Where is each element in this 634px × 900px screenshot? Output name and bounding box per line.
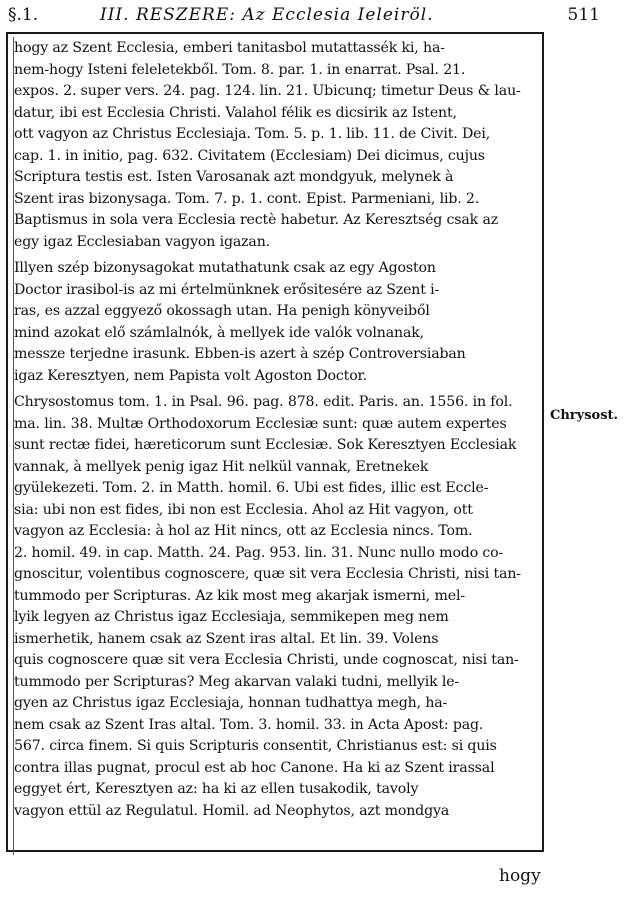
text-line: ismerhetik, hanem csak az Szent iras altal. Et lin. 39. Volens — [14, 630, 439, 647]
running-title: III. RESZERE: Az Ecclesia Ieleiröl. — [100, 5, 434, 25]
text-line: vannak, à mellyek penig igaz Hit nelkül vannak, Eretnekek — [14, 458, 429, 475]
text-line: gnoscitur, volentibus cognoscere, quæ sit vera Ecclesia Christi, nisi tan- — [14, 566, 521, 582]
text-line: Doctor irasibol-is az mi értelmünknek erősitesére az Szent i- — [14, 281, 440, 298]
text-line: nem csak az Szent Iras altal. Tom. 3. homil. 33. in Acta Apost: pag. — [14, 716, 484, 733]
text-line: Baptismus in sola vera Ecclesia rectè habetur. Az Keresztség csak az — [14, 212, 499, 228]
paragraph — [14, 258, 540, 387]
text-line: datur, ibi est Ecclesia Christi. Valahol félik es dicsirik az Istent, — [14, 104, 457, 121]
text-line: hogy az Szent Ecclesia, emberi tanitasbol mutattassék ki, ha- — [14, 40, 445, 56]
text-line: quis cognoscere quæ sit vera Ecclesia Christi, unde cognoscat, nisi tan- — [14, 652, 519, 668]
section-mark: §.1. — [8, 5, 39, 25]
text-line: vagyon az Ecclesia: à hol az Hit nincs, ott az Ecclesia nincs. Tom. — [14, 523, 473, 539]
text-line: vagyon ettül az Regulatul. Homil. ad Neophytos, azt mondgya — [14, 802, 450, 819]
text-line: ott vagyon az Christus Ecclesiaja. Tom. 5. p. 1. lib. 11. de Civit. Dei, — [14, 126, 491, 142]
catchword: hogy — [499, 866, 541, 886]
text-line: mind azokat elő számlalnók, à mellyek ide valók volnanak, — [14, 324, 424, 341]
text-line: 2. homil. 49. in cap. Matth. 24. Pag. 953. lin. 31. Nunc nullo modo co- — [14, 544, 504, 561]
running-header — [8, 2, 608, 28]
text-line: sunt rectæ fidei, hæreticorum sunt Ecclesiæ. Sok Keresztyen Ecclesiak — [14, 437, 517, 453]
page-number: 511 — [567, 5, 600, 25]
text-line: cap. 1. in initio, pag. 632. Civitatem (Ecclesiam) Dei dicimus, cujus — [14, 147, 485, 164]
text-line: Chrysostomus tom. 1. in Psal. 96. pag. 878. edit. Paris. an. 1556. in fol. — [14, 394, 513, 410]
text-line: nem-hogy Isteni feleletekből. Tom. 8. par. 1. in enarrat. Psal. 21. — [14, 61, 466, 78]
text-line: 567. circa finem. Si quis Scripturis consentit, Christianus est: si quis — [14, 738, 497, 754]
text-line: ma. lin. 38. Multæ Orthodoxorum Ecclesiæ sunt: quæ autem expertes — [14, 415, 507, 432]
text-line: expos. 2. super vers. 24. pag. 124. lin. 21. Ubicunq; timetur Deus & lau- — [14, 83, 521, 99]
text-line: eggyet ért, Keresztyen az: ha ki az ellen tusakodik, tavoly — [14, 781, 419, 797]
text-line: sia: ubi non est fides, ibi non est Ecclesia. Ahol az Hit vagyon, ott — [14, 501, 473, 518]
text-line: Illyen szép bizonysagokat mutathatunk csak az egy Agoston — [14, 260, 436, 276]
text-line: gyen az Christus igaz Ecclesiaja, honnan tudhattya megh, ha- — [14, 695, 448, 711]
text-line: ras, es azzal eggyező okossagh utan. Ha penigh könyveiből — [14, 303, 430, 319]
text-line: tummodo per Scripturas? Meg akarvan valaki tudni, mellyik le- — [14, 673, 460, 690]
text-line: Scriptura testis est. Isten Varosanak azt mondgyuk, melynek à — [14, 169, 454, 185]
text-line: Szent iras bizonysaga. Tom. 7. p. 1. cont. Epist. Parmeniani, lib. 2. — [14, 190, 480, 207]
text-line: lyik legyen az Christus igaz Ecclesiaja, semmikepen meg nem — [14, 609, 449, 625]
text-line: gyülekezeti. Tom. 2. in Matth. homil. 6. Ubi est fides, illic est Eccle- — [14, 480, 489, 496]
marginal-note: Chrysost. — [550, 408, 619, 423]
text-line: messze terjedne irasunk. Ebben-is azert à szép Controversiaban — [14, 346, 466, 362]
text-line: tummodo per Scripturas. Az kik most meg akarjak ismerni, mel- — [14, 587, 465, 604]
text-line: egy igaz Ecclesiaban vagyon igazan. — [14, 233, 271, 250]
paragraph — [14, 392, 540, 822]
body-text — [14, 38, 540, 822]
text-line: contra illas pugnat, procul est ab hoc Canone. Ha ki az Szent irassal — [14, 759, 495, 776]
text-line: igaz Keresztyen, nem Papista volt Agoston Doctor. — [14, 367, 367, 384]
paragraph — [14, 38, 540, 253]
